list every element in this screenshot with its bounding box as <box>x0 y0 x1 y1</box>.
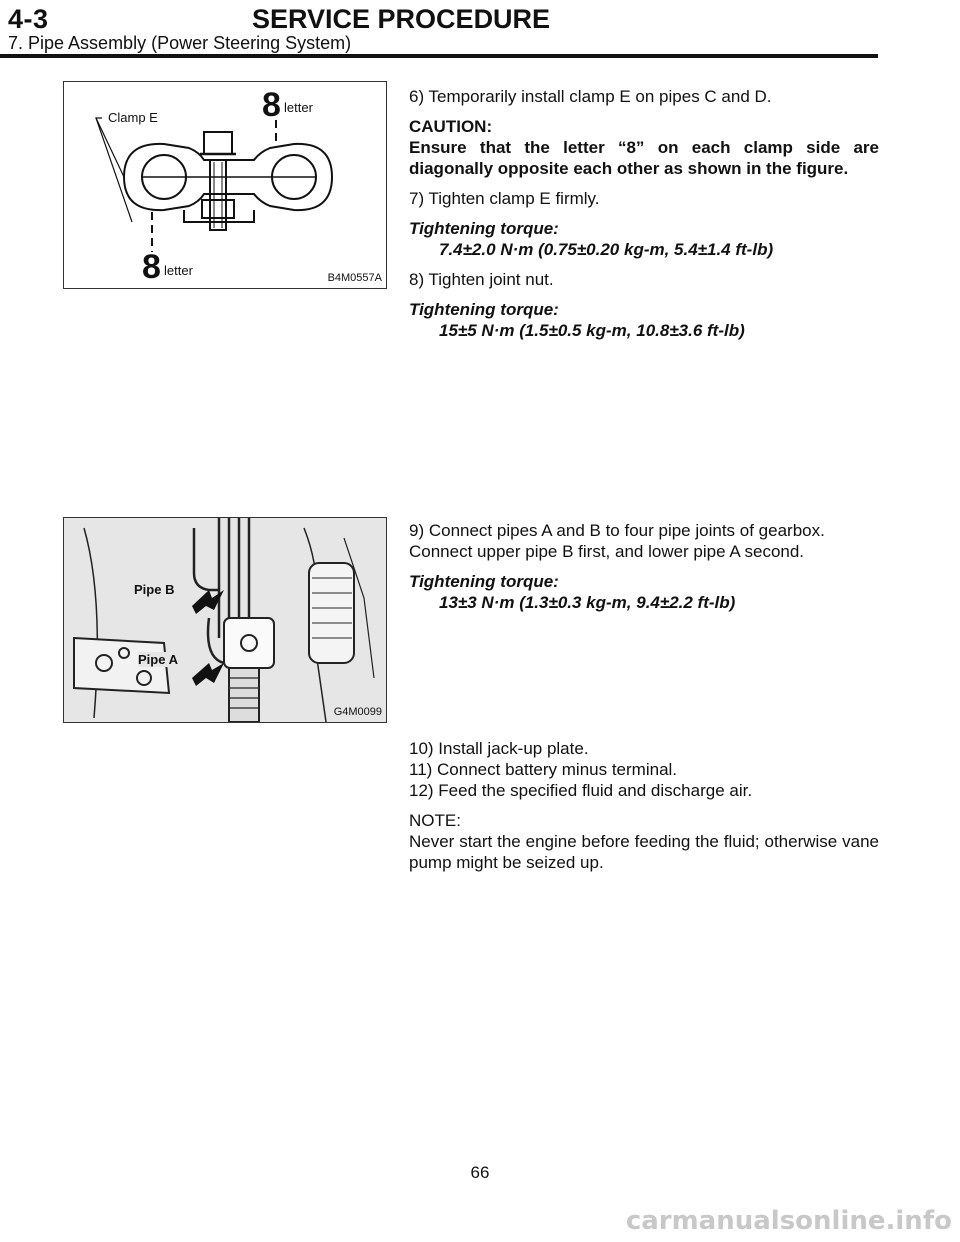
pipe-figure <box>63 517 387 723</box>
figure-id: G4M0099 <box>333 706 382 718</box>
note-text: Never start the engine before feeding the fluid; otherwise vane pump might be seized up. <box>409 832 879 872</box>
caution-text: Ensure that the letter “8” on each clamp side are diagonally opposite each other as shown in the figure. <box>409 138 879 178</box>
procedure-block-1 <box>409 86 879 341</box>
pipe-a-label: Pipe A <box>138 652 178 667</box>
step-9-line2: Connect upper pipe B first, and lower pipe A second. <box>409 542 805 561</box>
step-8: 8) Tighten joint nut. <box>409 270 554 289</box>
section-subtitle: 7. Pipe Assembly (Power Steering System) <box>8 33 352 53</box>
letter-label-top: letter <box>284 100 313 115</box>
section-title: SERVICE PROCEDURE <box>252 4 551 34</box>
note-title: NOTE: <box>409 811 461 830</box>
step-11: 11) Connect battery minus terminal. <box>409 760 678 779</box>
procedure-block-2 <box>409 520 879 613</box>
pipe-illustration <box>64 518 386 722</box>
step-12: 12) Feed the specified fluid and discharge air. <box>409 781 753 800</box>
procedure-block-3 <box>409 738 879 873</box>
caution-title: CAUTION: <box>409 117 493 136</box>
torque-value-3: 13±3 N·m (1.3±0.3 kg-m, 9.4±2.2 ft-lb) <box>439 593 736 612</box>
pipe-b-label: Pipe B <box>134 582 175 597</box>
clamp-e-label: Clamp E <box>108 110 158 125</box>
section-number: 4-3 <box>8 4 49 34</box>
torque-label-2: Tightening torque: <box>409 300 559 319</box>
torque-value-2: 15±5 N·m (1.5±0.5 kg-m, 10.8±3.6 ft-lb) <box>439 321 745 340</box>
digit-8-top: 8 <box>262 86 281 124</box>
step-10: 10) Install jack-up plate. <box>409 739 589 758</box>
step-9-line1: 9) Connect pipes A and B to four pipe joints of gearbox. <box>409 521 825 540</box>
header-rule <box>0 54 878 58</box>
step-6: 6) Temporarily install clamp E on pipes C and D. <box>409 87 772 106</box>
letter-label-bottom: letter <box>164 263 193 278</box>
digit-8-bottom: 8 <box>142 248 161 286</box>
page-header <box>0 0 960 60</box>
page-number: 66 <box>470 1163 490 1182</box>
clamp-figure <box>63 81 387 289</box>
step-7: 7) Tighten clamp E firmly. <box>409 189 600 208</box>
torque-value-1: 7.4±2.0 N·m (0.75±0.20 kg-m, 5.4±1.4 ft-lb) <box>439 240 774 259</box>
watermark: carmanualsonline.info <box>625 1206 952 1236</box>
torque-label-3: Tightening torque: <box>409 572 559 591</box>
torque-label-1: Tightening torque: <box>409 219 559 238</box>
figure-id: B4M0557A <box>327 272 382 284</box>
